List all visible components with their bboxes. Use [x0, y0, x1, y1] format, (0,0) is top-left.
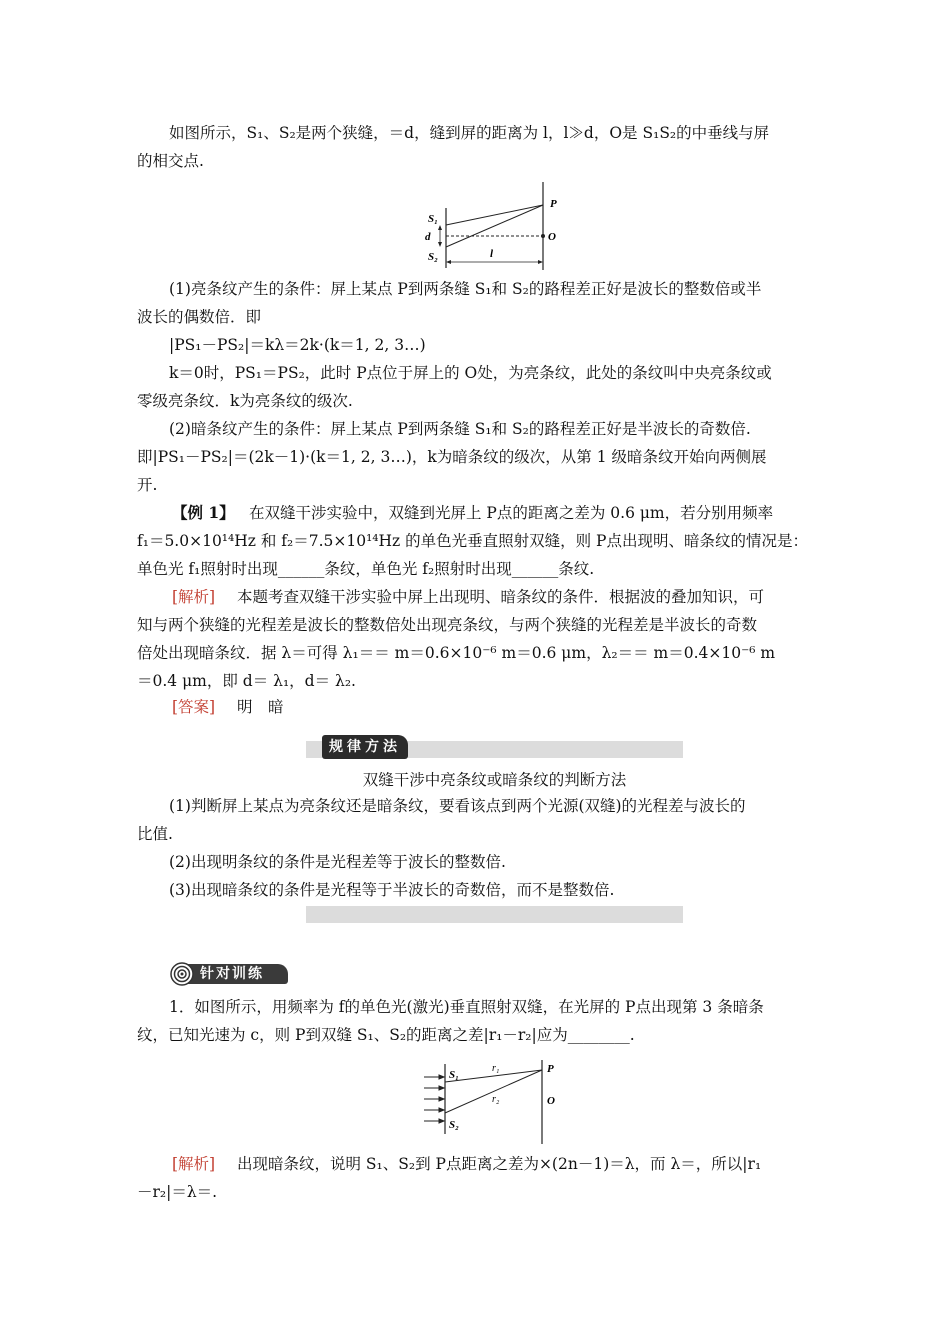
rule-bottom-bar [306, 906, 683, 923]
rule-item: 比值. [137, 825, 173, 843]
double-slit-diagram [420, 180, 570, 272]
question-line: 1．如图所示，用频率为 f的单色光(激光)垂直照射双缝，在光屏的 P点出现第 3 条暗条 [169, 998, 764, 1016]
bright-line: k＝0时，PS₁＝PS₂，此时 P点位于屏上的 O处，为亮条纹，此处的条纹叫中央亮条纹或 [169, 364, 772, 382]
intro-line: 的相交点. [137, 152, 204, 170]
rule-item: (2)出现明条纹的条件是光程差等于波长的整数倍. [169, 853, 506, 871]
analysis-tag: [解析] [172, 1155, 216, 1173]
example-line: 在双缝干涉实验中，双缝到光屏上 P点的距离之差为 0.6 μm，若分别用频率 [249, 504, 774, 522]
label-r2: r₂ [492, 1094, 500, 1105]
analysis-line: 倍处出现暗条纹．据 λ＝可得 λ₁＝＝ m＝0.6×10⁻⁶ m＝0.6 μm，λ₂＝＝ m＝0.4×10⁻⁶ m [137, 644, 776, 662]
target-icon [170, 962, 194, 986]
training-header [170, 962, 288, 986]
label-p: P [547, 1063, 554, 1075]
bright-line: (1)亮条纹产生的条件：屏上某点 P到两条缝 S₁和 S₂的路程差正好是波长的整数倍或半 [169, 280, 762, 298]
label-l: l [490, 248, 494, 260]
analysis-tag: [解析] [172, 588, 216, 606]
bright-line: 零级亮条纹．k为亮条纹的级次. [137, 392, 353, 410]
analysis-line: ＝0.4 μm，即 d＝ λ₁，d＝ λ₂. [137, 672, 356, 690]
label-d: d [425, 231, 431, 243]
analysis-line: 出现暗条纹，说明 S₁、S₂到 P点距离之差为×(2n－1)＝λ，而 λ＝，所以|r₁ [237, 1155, 762, 1173]
rule-item: (3)出现暗条纹的条件是光程等于半波长的奇数倍，而不是整数倍. [169, 881, 615, 899]
label-o: O [548, 231, 556, 243]
label-p: P [550, 198, 557, 210]
answer-text: 明 暗 [237, 698, 284, 716]
analysis-line: 本题考查双缝干涉实验中屏上出现明、暗条纹的条件．根据波的叠加知识，可 [237, 588, 765, 606]
label-s2: S₂ [449, 1119, 459, 1131]
label-o: O [547, 1095, 555, 1107]
dark-line: 开. [137, 476, 158, 494]
label-s1: S₁ [428, 213, 438, 225]
label-s2: S₂ [428, 251, 438, 263]
analysis-line: 知与两个狭缝的光程差是波长的整数倍处出现亮条纹，与两个狭缝的光程差是半波长的奇数 [137, 616, 758, 634]
example-line: 单色光 f₁照射时出现______条纹，单色光 f₂照射时出现______条纹. [137, 560, 595, 578]
laser-double-slit-diagram [420, 1058, 570, 1146]
rule-title: 双缝干涉中亮条纹或暗条纹的判断方法 [362, 771, 627, 789]
example-line: f₁＝5.0×10¹⁴Hz 和 f₂＝7.5×10¹⁴Hz 的单色光垂直照射双缝，则 P点出现明、暗条纹的情况是： [137, 532, 808, 550]
intro-line: 如图所示，S₁、S₂是两个狭缝，＝d，缝到屏的距离为 l，l≫d，O是 S₁S₂的中垂线与屏 [169, 124, 770, 142]
dark-line: 即|PS₁－PS₂|＝(2k－1)·(k＝1, 2, 3…)，k为暗条纹的级次，从第 1 级暗条纹开始向两侧展 [137, 448, 767, 466]
label-r1: r₁ [492, 1063, 500, 1074]
example-tag: 【例 1】 [172, 503, 235, 522]
rule-item: (1)判断屏上某点为亮条纹还是暗条纹，要看该点到两个光源(双缝)的光程差与波长的 [169, 797, 746, 815]
dark-line: (2)暗条纹产生的条件：屏上某点 P到两条缝 S₁和 S₂的路程差正好是半波长的奇数倍. [169, 420, 751, 438]
bright-line: 波长的偶数倍．即 [137, 308, 262, 326]
answer-tag: [答案] [172, 698, 216, 716]
analysis-line: －r₂|＝λ＝. [137, 1183, 218, 1201]
label-s1: S₁ [449, 1069, 459, 1081]
question-line: 纹，已知光速为 c，则 P到双缝 S₁、S₂的距离之差|r₁－r₂|应为________. [137, 1026, 635, 1044]
rule-label: 规律方法 [322, 735, 408, 759]
training-label: 针对训练 [200, 966, 264, 982]
bright-formula: |PS₁－PS₂|＝kλ＝2k·(k＝1, 2, 3…) [169, 336, 426, 354]
